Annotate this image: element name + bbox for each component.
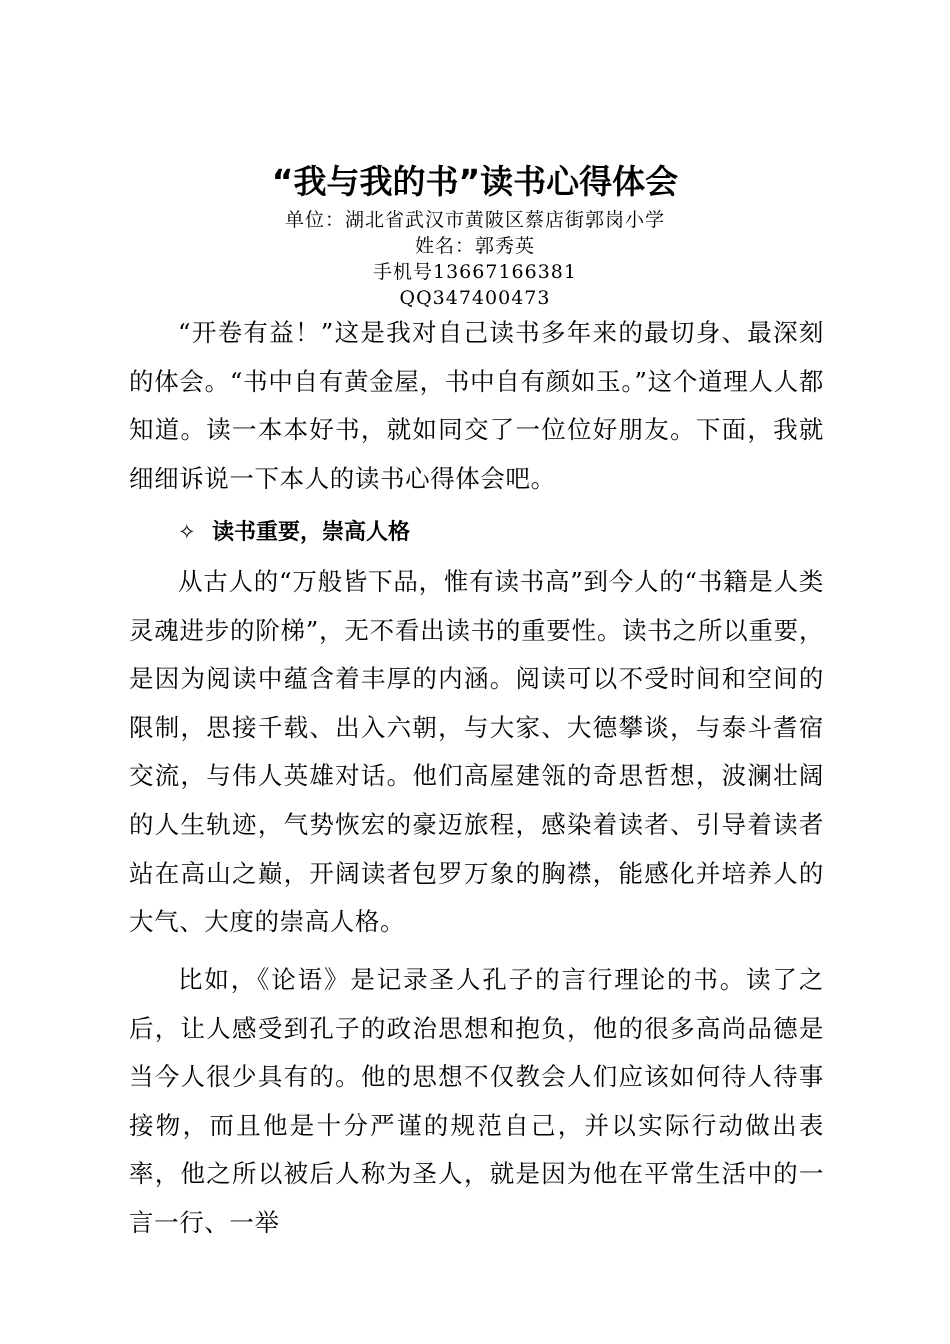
author-name: 姓名：郭秀英 (414, 235, 535, 257)
author-unit: 单位：湖北省武汉市黄陂区蔡店街郭岗小学 (284, 209, 665, 231)
paragraph-intro: “开卷有益！”这是我对自己读书多年来的最切身、最深刻的体会。“书中自有黄金屋，书中自有颜如玉。”这个道理人人都知道。读一本本好书，就如同交了一位位好朋友。下面，我就细细诉说一下本人的读书心得体会吧。 (129, 318, 824, 493)
paragraph-example: 比如，《论语》是记录圣人孔子的言行理论的书。读了之后，让人感受到孔子的政治思想和抱负，他的很多高尚品德是当今人很少具有的。他的思想不仅教会人们应该如何待人待事接物，而且他是十分严谨的规范自己，并以实际行动做出表率，他之所以被后人称为圣人，就是因为他在平常生活中的一言一行、一举 (129, 965, 824, 1237)
section-heading (178, 512, 410, 553)
section-heading-text: 读书重要，崇高人格 (212, 520, 411, 545)
author-phone: 手机号13667166381 (373, 261, 577, 283)
document-title: “我与我的书”读书心得体会 (271, 162, 679, 201)
author-qq: QQ347400473 (399, 287, 551, 309)
diamond-star-icon: ✧ (178, 520, 196, 544)
paragraph-importance: 从古人的“万般皆下品，惟有读书高”到今人的“书籍是人类灵魂进步的阶梯”，无不看出读书的重要性。读书之所以重要，是因为阅读中蕴含着丰厚的内涵。阅读可以不受时间和空间的限制，思接千载、出入六朝，与大家、大德攀谈，与泰斗耆宿交流，与伟人英雄对话。他们高屋建瓴的奇思哲想，波澜壮阔的人生轨迹，气势恢宏的豪迈旅程，感染着读者、引导着读者站在高山之巅，开阔读者包罗万象的胸襟，能感化并培养人的大气、大度的崇高人格。 (129, 567, 824, 937)
